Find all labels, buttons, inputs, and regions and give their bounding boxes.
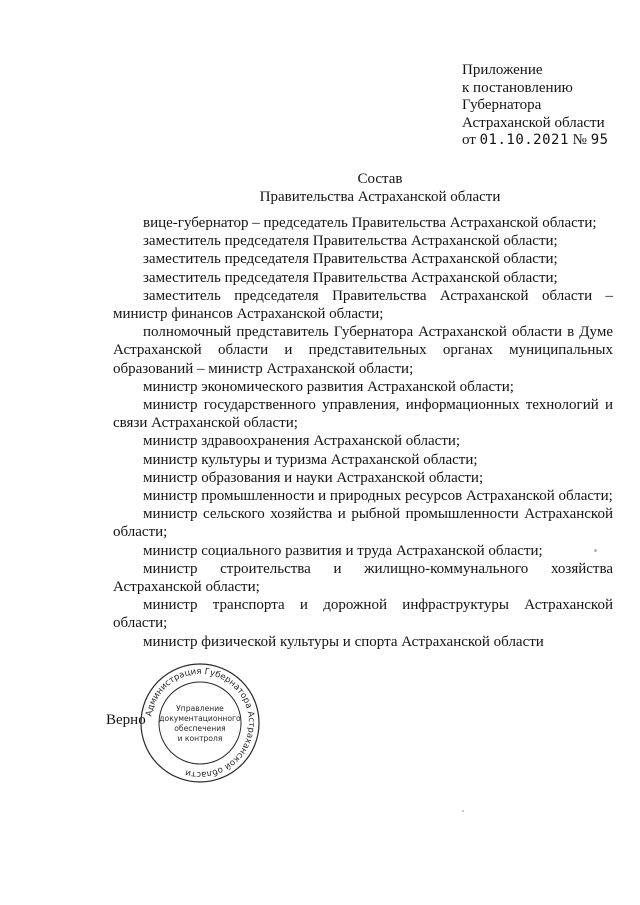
member-item: министр государственного управления, информационных технологий и связи Астраханской области; [113, 397, 613, 432]
member-item: министр здравоохранения Астраханской области; [143, 433, 461, 450]
stamp-center-line-3: обеспечения [174, 724, 226, 733]
date-prefix: от [462, 132, 476, 148]
member-item: министр промышленности и природных ресурсов Астраханской области; [143, 488, 613, 505]
appendix-block [462, 62, 609, 150]
stamp-center-line-4: и контроля [177, 734, 223, 743]
member-item: министр экономического развития Астраханской области; [143, 378, 514, 395]
member-item: министр социального развития и труда Астраханской области; [143, 542, 543, 559]
member-item: министр культуры и туризма Астраханской области; [143, 451, 478, 468]
appendix-line-3: Губернатора [462, 97, 542, 113]
seal-stamp [139, 662, 261, 784]
member-item: заместитель председателя Правительства Астраханской области – министр финансов Астраханской области; [113, 287, 613, 323]
appendix-date-line [462, 132, 609, 150]
appendix-line-1: Приложение [462, 62, 543, 78]
stamp-center-line-2: документационного [159, 714, 241, 723]
document-title: Состав [357, 171, 403, 187]
member-item: заместитель председателя Правительства Астраханской области; [143, 269, 558, 286]
member-item: министр строительства и жилищно-коммунального хозяйства Астраханской области; [113, 560, 613, 596]
member-item: полномочный представитель Губернатора Астраханской области в Думе Астраханской области и представительных органах муниципальных образований – министр Астраханской области; [113, 324, 613, 377]
stamp-inner-ring [159, 682, 241, 764]
member-item: министр физической культуры и спорта Астраханской области [143, 633, 544, 650]
member-item: заместитель председателя Правительства Астраханской области; [143, 233, 558, 250]
scan-speck [594, 549, 597, 552]
scan-speck [462, 810, 464, 812]
appendix-line-2: к постановлению [462, 79, 573, 96]
member-item: заместитель председателя Правительства Астраханской области; [143, 251, 558, 268]
members-list [113, 214, 613, 651]
stamp-center-line-1: Управление [176, 704, 224, 713]
member-item: министр сельского хозяйства и рыбной промышленности Астраханской области; [113, 506, 613, 541]
number-value: 95 [590, 132, 609, 148]
date-value: 01.10.2021 [479, 132, 569, 148]
member-item: министр транспорта и дорожной инфраструктуры Астраханской области; [113, 597, 613, 632]
member-item: министр образования и науки Астраханской области; [143, 469, 484, 486]
document-subtitle: Правительства Астраханской области [259, 189, 501, 205]
number-sign: № [572, 132, 587, 148]
member-item: вице-губернатор – председатель Правительства Астраханской области; [143, 215, 597, 231]
stamp-ring-text: Администрация Губернатора Астраханской области [144, 666, 257, 780]
certification-label: Верно [106, 712, 146, 728]
appendix-line-4: Астраханской области [462, 114, 605, 131]
